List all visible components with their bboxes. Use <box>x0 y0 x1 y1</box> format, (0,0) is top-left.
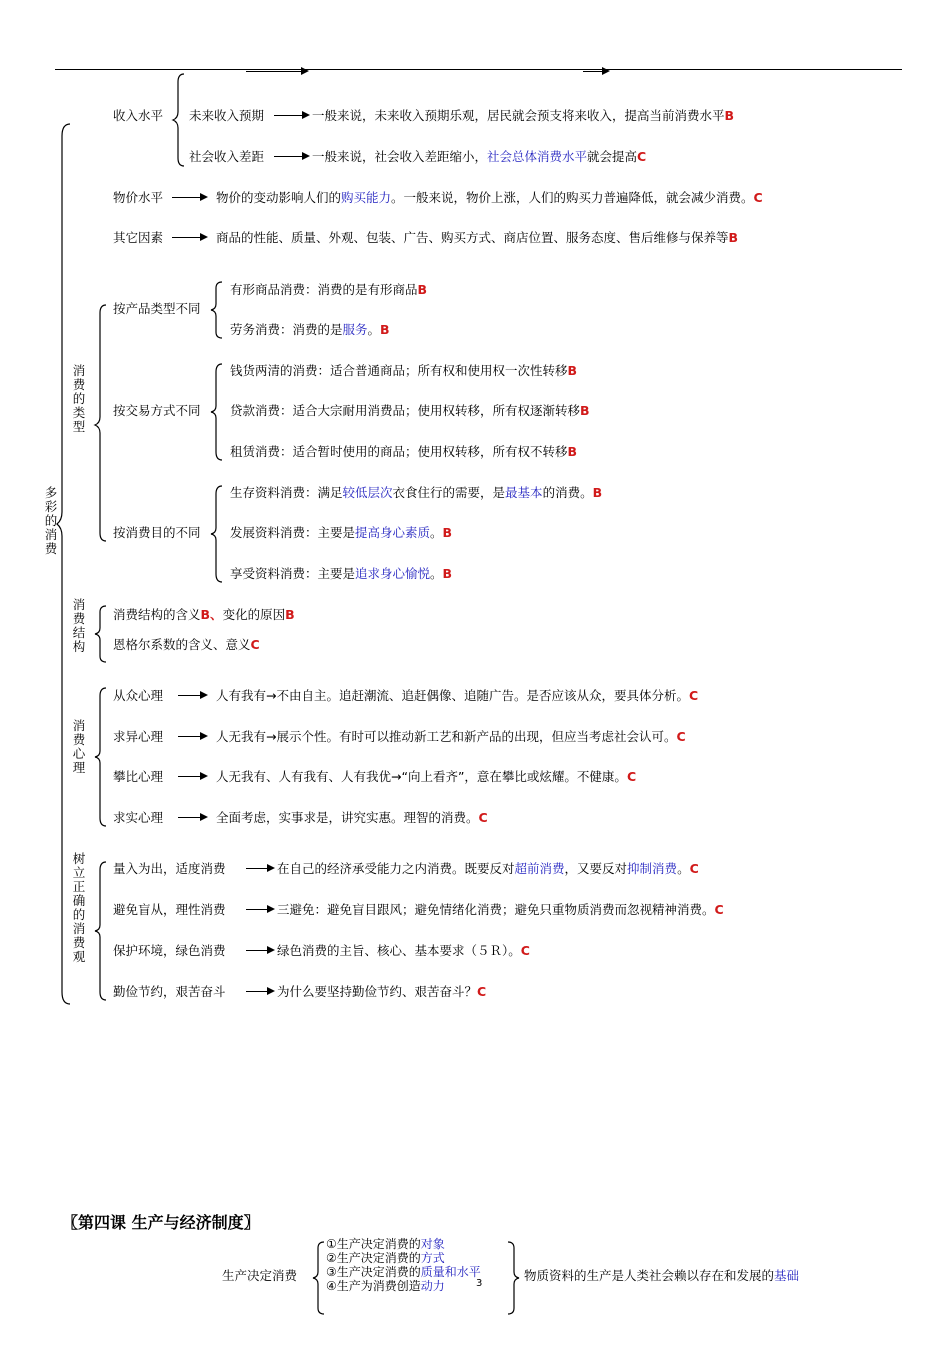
other-text: 商品的性能、质量、外观、包装、广告、购买方式、商店位置、服务态度、售后维修与保养等B <box>216 230 739 245</box>
view-r3-label: 保护环境，绿色消费 <box>113 943 226 958</box>
types-g2-item1: 钱货两清的消费：适合普通商品；所有权和使用权一次性转移B <box>230 363 578 378</box>
types-g3-brace <box>210 486 222 582</box>
types-g2-brace <box>210 364 222 460</box>
types-g2-item3: 租赁消费：适合暂时使用的商品；使用权转移，所有权不转移B <box>230 444 578 459</box>
view-r2-arrow <box>246 902 275 918</box>
lesson4-left-brace <box>312 1242 324 1314</box>
lesson4-item1: ①生产决定消费的对象 <box>326 1237 445 1251</box>
psych-r1-text: 人有我有→不由自主。追赶潮流、追赶偶像、追随广告。是否应该从众，要具体分析。C <box>216 688 699 703</box>
other-arrow <box>172 230 208 246</box>
view-r1-label: 量入为出，适度消费 <box>113 861 226 876</box>
income-gap-arrow <box>274 149 310 165</box>
psych-r3-label: 攀比心理 <box>113 769 164 784</box>
psych-r2-text: 人无我有→展示个性。有时可以推动新工艺和新产品的出现，但应当考虑社会认可。C <box>216 729 686 744</box>
main-vertical-label: 多彩的消费 <box>44 485 58 556</box>
psych-vertical-label: 消费心理 <box>72 718 86 775</box>
lesson4-item4: ④生产为消费创造动力 <box>326 1279 445 1293</box>
price-label: 物价水平 <box>113 190 164 205</box>
other-label: 其它因素 <box>113 230 164 245</box>
view-r2-label: 避免盲从，理性消费 <box>113 902 226 917</box>
types-g3-item3: 享受资料消费：主要是追求身心愉悦。B <box>230 566 453 581</box>
types-g1-item2: 劳务消费：消费的是服务。B <box>230 322 390 337</box>
psych-r3-text: 人无我有、人有我有、人有我优→“向上看齐”，意在攀比或炫耀。不健康。C <box>216 769 637 784</box>
income-gap-label: 社会收入差距 <box>189 149 265 164</box>
psych-r2-arrow <box>178 729 208 745</box>
types-vertical-label: 消费的类型 <box>72 363 86 434</box>
psych-r1-label: 从众心理 <box>113 688 164 703</box>
psych-brace <box>94 688 106 826</box>
view-r3-text: 绿色消费的主旨、核心、基本要求（５Ｒ）。C <box>277 943 530 958</box>
top-arrow-right <box>583 64 610 80</box>
view-r3-arrow <box>246 943 275 959</box>
structure-item2: 恩格尔系数的含义、意义C <box>113 637 260 652</box>
lesson4-title: 〖第四课 生产与经济制度〗 <box>62 1213 260 1232</box>
view-brace <box>94 862 106 1000</box>
view-vertical-label: 树立正确的消费观 <box>72 851 86 964</box>
structure-brace <box>94 606 106 662</box>
income-brace <box>172 74 184 166</box>
view-r2-text: 三避免：避免盲目跟风；避免情绪化消费；避免只重物质消费而忽视精神消费。C <box>277 902 724 917</box>
income-future-label: 未来收入预期 <box>189 108 265 123</box>
psych-r4-arrow <box>178 810 208 826</box>
view-r4-arrow <box>246 984 275 1000</box>
structure-item1: 消费结构的含义B、变化的原因B <box>113 607 295 622</box>
view-r1-arrow <box>246 861 275 877</box>
price-text: 物价的变动影响人们的购买能力。一般来说，物价上涨，人们的购买力普遍降低，就会减少消费。C <box>216 190 763 205</box>
main-brace <box>60 124 72 1004</box>
price-arrow <box>172 190 208 206</box>
lesson4-right-text: 物质资料的生产是人类社会赖以存在和发展的基础 <box>524 1268 800 1283</box>
types-g1-label: 按产品类型不同 <box>113 301 201 316</box>
header-rule <box>55 69 902 70</box>
view-r4-text: 为什么要坚持勤俭节约、艰苦奋斗？C <box>277 984 487 999</box>
types-g2-label: 按交易方式不同 <box>113 403 201 418</box>
types-g3-item2: 发展资料消费：主要是提高身心素质。B <box>230 525 453 540</box>
types-g1-brace <box>210 282 222 338</box>
psych-r4-label: 求实心理 <box>113 810 164 825</box>
psych-r3-arrow <box>178 769 208 785</box>
income-future-arrow <box>274 108 310 124</box>
types-g3-item1: 生存资料消费：满足较低层次衣食住行的需要，是最基本的消费。B <box>230 485 603 500</box>
types-g3-label: 按消费目的不同 <box>113 525 201 540</box>
types-brace <box>94 305 106 541</box>
view-r1-text: 在自己的经济承受能力之内消费。既要反对超前消费，又要反对抑制消费。C <box>277 861 699 876</box>
income-gap-text: 一般来说，社会收入差距缩小，社会总体消费水平就会提高C <box>312 149 647 164</box>
types-g1-item1: 有形商品消费：消费的是有形商品B <box>230 282 428 297</box>
lesson4-left-label: 生产决定消费 <box>222 1268 298 1283</box>
lesson4-right-brace <box>508 1242 522 1314</box>
top-arrow-left <box>246 64 309 80</box>
page-number: 3 <box>476 1278 483 1289</box>
view-r4-label: 勤俭节约，艰苦奋斗 <box>113 984 226 999</box>
psych-r4-text: 全面考虑，实事求是，讲究实惠。理智的消费。C <box>216 810 488 825</box>
income-future-text: 一般来说，未来收入预期乐观，居民就会预支将来收入，提高当前消费水平B <box>312 108 735 123</box>
types-g2-item2: 贷款消费：适合大宗耐用消费品；使用权转移，所有权逐渐转移B <box>230 403 590 418</box>
psych-r1-arrow <box>178 688 208 704</box>
structure-vertical-label: 消费结构 <box>72 597 86 654</box>
lesson4-item3: ③生产决定消费的质量和水平 <box>326 1265 481 1279</box>
psych-r2-label: 求异心理 <box>113 729 164 744</box>
income-label: 收入水平 <box>113 108 164 123</box>
lesson4-item2: ②生产决定消费的方式 <box>326 1251 445 1265</box>
